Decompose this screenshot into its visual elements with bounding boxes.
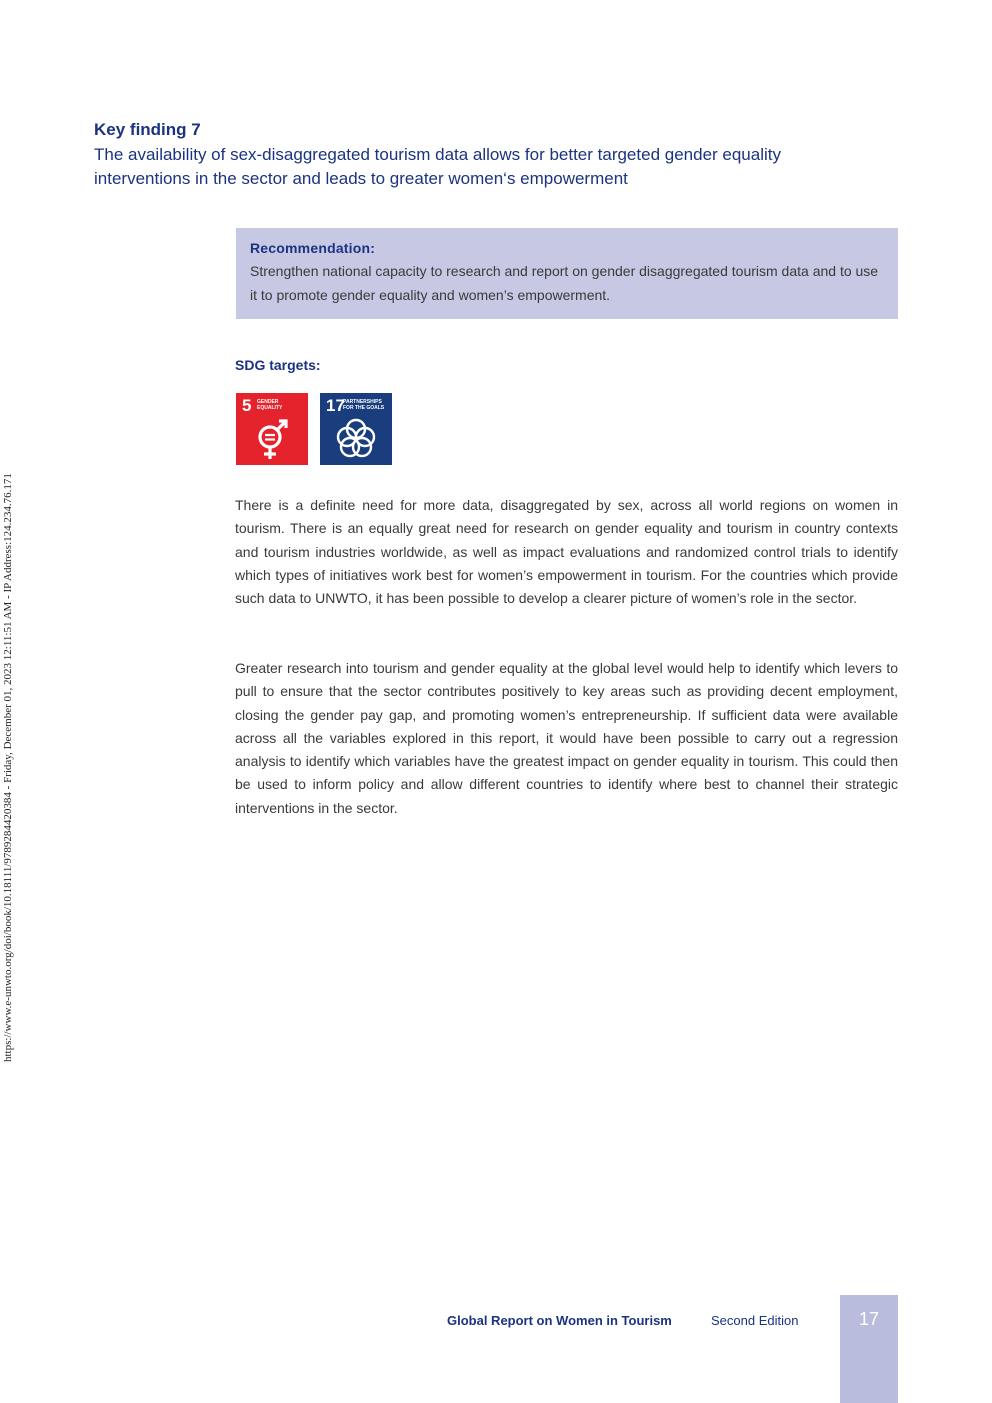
footer-report-title: Global Report on Women in Tourism (447, 1313, 672, 1328)
sdg-5-title: GENDER EQUALITY (257, 399, 283, 411)
download-stamp: https://www.e-unwto.org/doi/book/10.18111/9789284420384 - Friday, December 01, 2023 12:11:51 AM - IP Address:124.234.76.171 (2, 473, 14, 1062)
key-finding-heading: Key finding 7 (94, 120, 201, 139)
sdg-17-number: 17 (326, 396, 345, 415)
recommendation-box (236, 228, 898, 319)
body-paragraph: There is a definite need for more data, disaggregated by sex, across all world regions on women in tourism. There is an equally great need for research on gender equality and tourism in country contexts and tourism industries worldwide, as well as impact evaluations and randomized control trials to identify which types of initiatives work best for women’s empowerment in tourism. For the countries which provide such data to UNWTO, it has been possible to develop a clearer picture of women’s role in the sector. (235, 497, 898, 607)
gender-equality-icon (250, 417, 294, 461)
footer-edition: Second Edition (711, 1313, 799, 1328)
sdg-5-tile (236, 393, 308, 465)
recommendation-text: Strengthen national capacity to research and report on gender disaggregated tourism data and to use it to promote gender equality and women’s empowerment. (250, 263, 879, 303)
page-number: 17 (858, 1309, 880, 1329)
sdg-targets-label: SDG targets: (235, 357, 321, 373)
key-finding-text: The availability of sex-disaggregated tourism data allows for better targeted gender equality interventions in the sector and leads to greater women‘s empowerment (94, 145, 781, 188)
body-paragraph: Greater research into tourism and gender equality at the global level would help to identify which levers to pull to ensure that the sector contributes positively to key areas such as providing decent employment, closing the gender pay gap, and promoting women’s entrepreneurship. If sufficient data were available across all the variables explored in this report, it would have been possible to carry out a regression analysis to identify which variables have the greatest impact on gender equality in tourism. This could then be used to inform policy and allow different countries to identify where best to channel their strategic interventions in the sector. (235, 660, 898, 816)
recommendation-title: Recommendation: (250, 240, 376, 256)
sdg-17-title: PARTNERSHIPS FOR THE GOALS (343, 399, 385, 411)
sdg-5-number: 5 (242, 396, 252, 415)
partnership-rings-icon (334, 417, 378, 461)
sdg-17-tile (320, 393, 392, 465)
page-number-tab (840, 1295, 898, 1403)
